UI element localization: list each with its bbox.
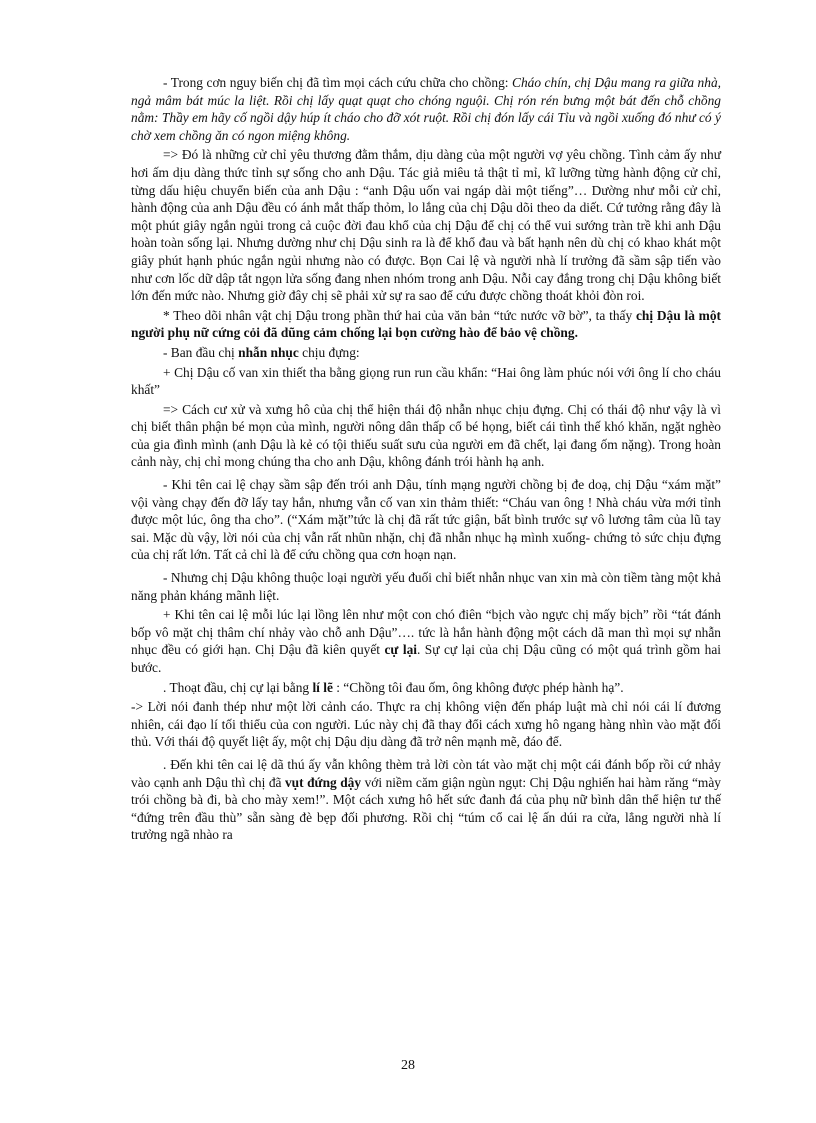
emphasis-text: nhẫn nhục xyxy=(238,344,299,360)
text-run: . Thoạt đầu, chị cự lại bằng xyxy=(163,679,313,695)
text-run: + Khi tên cai lệ mỗi lúc lại lồng lên như một con chó điên “bịch vào ngực chị mấy bịch” rồi “tát đánh bốp vô mặt chị thâm chí nhảy vào chỗ anh Dậu”…. tức là hắn hành động một cách dã man thì mọi sự nhẫn nhục đều có giới hạn. Chị Dậu đã kiên quyết xyxy=(131,607,721,658)
text-run: chịu đựng: xyxy=(298,344,360,360)
paragraph-resistance: - Nhưng chị Dậu không thuộc loại người yếu đuối chỉ biết nhẫn nhục van xin mà còn tiềm tàng một khả năng phản kháng mãnh liệt. xyxy=(131,570,721,603)
paragraph-endurance xyxy=(131,344,721,362)
paragraph-part-two-thesis: chị Dậu là một người phụ nữ cứng cỏi đã dũng cảm chống lại bọn cường hào để bảo vệ chồng. xyxy=(131,307,721,341)
paragraph-reasoning xyxy=(131,679,721,697)
emphasis-text: vụt đứng dậy xyxy=(284,774,362,790)
text-run: : “Chồng tôi đau ốm, ông không được phép hành hạ”. xyxy=(332,679,624,695)
paragraph-part-two-intro: * Theo dõi nhân vật chị Dậu trong phần thứ hai của văn bản “tức nước vỡ bờ”, ta thấy xyxy=(163,307,636,323)
paragraph-rescue-intro: - Trong cơn nguy biến chị đã tìm mọi cách cứu chữa cho chồng: xyxy=(163,75,513,90)
paragraph-warning: -> Lời nói đanh thép như một lời cảnh cáo. Thực ra chị không viện đến pháp luật mà chỉ nói cái lí đương nhiên, cái đạo lí tối thiểu của con người. Lúc này chị đã thay đổi cách xưng hô ngang hàng nhìn vào mặt đối thủ. Với thái độ quyết liệt ấy, một chị Dậu dịu dàng đã trở nên mạnh mẽ, đáo để. xyxy=(131,699,721,750)
body-text xyxy=(131,74,721,846)
text-run: . Đến khi tên cai lệ dã thú ấy vẫn không thèm trả lời còn tát vào mặt chị một cái đánh bốp rồi cứ nhảy vào cạnh anh Dậu thì chị đã xyxy=(131,756,721,790)
paragraph-fight-back xyxy=(131,606,721,676)
page-number: 28 xyxy=(401,1058,415,1073)
text-run: - Ban đầu chị xyxy=(163,344,239,360)
paragraph-behavior: => Cách cư xử và xưng hô của chị thể hiện thái độ nhẫn nhục chịu đựng. Chị có thái độ như vậy là vì chị biết thân phận bé mọn của mình, người nông dân thấp cổ bé họng, biết cái tình thế khó khăn, ngặt nghèo của gia đình mình (anh Dậu là kẻ có tội thiếu suất sưu của người em đã chết, lại đang ốm nặng). Trong hoàn cảnh này, chị chỉ mong chúng tha cho anh Dậu, không đánh trói hành hạ anh. xyxy=(131,401,721,470)
paragraph-cai-le-arrives: - Khi tên cai lệ chạy sầm sập đến trói anh Dậu, tính mạng người chồng bị đe doạ, chị Dậu “xám mặt” vội vàng chạy đến đỡ lấy tay hắn, nhưng vẫn cố van xin thảm thiết: “Cháu van ông ! Nhà cháu vừa mới tỉnh được một lúc, ông tha cho”. (“Xám mặt”tức là chị đã rất tức giận, bất bình trước sự vô lương tâm của lũ tay sai. Mặc dù vậy, lời nói của chị vẫn rất nhũn nhặn, chị đã nhẫn nhục hạ mình xuống- chứng tỏ sức chịu đựng của chị rất lớn. Tất cả chỉ là để cứu chồng qua cơn hoạn nạn. xyxy=(131,477,721,563)
paragraph-stand-up xyxy=(131,756,721,844)
emphasis-text: lí lẽ xyxy=(312,679,333,695)
paragraph-rescue-quote: Cháo chín, chị Dậu mang ra giữa nhà, ngả mâm bát múc la liệt. Rồi chị lấy quạt quạt cho chóng nguội. Chị rón rén bưng một bát đến chỗ chồng nằm: Thầy em hãy cố ngồi dậy húp ít cháo cho đỡ xót ruột. Rồi chị đón lấy cái Tỉu và ngồi xuống đó như có ý chờ xem chồng ăn có ngon miệng không. xyxy=(131,75,721,143)
paragraph-plea: + Chị Dậu cố van xin thiết tha bằng giọng run run cầu khẩn: “Hai ông làm phúc nói với ông lí cho cháu khất” xyxy=(131,364,721,398)
text-run: với niềm căm giận ngùn ngụt: Chị Dậu nghiến hai hàm răng “mày trói chồng bà đi, bà cho mày xem!”. Một cách xưng hô hết sức đanh đá của phụ nữ bình dân thể hiện tư thế “đứng trên đầu thù” sẵn sàng đè bẹp đối phương. Rồi chị “túm cổ cai lệ ấn dúi ra cửa, lẳng người nhà lí trưởng ngã nhào ra xyxy=(131,774,721,843)
paragraph-tenderness: => Đó là những cử chỉ yêu thương đằm thắm, dịu dàng của một người vợ yêu chồng. Tình cảm ấy như hơi ấm dịu dàng thức tỉnh sự sống cho anh Dậu. Tác giả miêu tả thật tỉ mỉ, kĩ lưỡng từng hành động cử chỉ, từng dấu hiệu chuyển biến của anh Dậu : “anh Dậu uốn vai ngáp dài một tiếng”… Dường như mỗi cử chỉ, hành động của anh Dậu đều có ánh mắt thấp thỏm, lo lắng của chị Dậu dõi theo da diết. Cứ tưởng rằng đây là một phút giây ngắn ngủi trong cả cuộc đời đau khổ của chị Dậu để chị có thể vui sướng tràn trề khi anh Dậu hoàn toàn sống lại. Nhưng dường như chị Dậu sinh ra là để khổ đau và bất hạnh nên dù chị có khao khát một giây phút hạnh phúc ngắn ngủi nhưng nào có được. Bọn Cai lệ và người nhà lí trưởng đã sầm sập tiến vào như cơn lốc dữ dập tắt ngọn lửa sống đang nhen nhóm trong anh Dậu. Nỗi cay đắng trong chị Dậu không biết lớn đến mức nào. Nhưng giờ đây chị sẽ phải xử sự ra sao để cứu được chồng thoát khỏi đòn roi. xyxy=(131,147,721,304)
paragraph-rescue xyxy=(131,74,721,144)
text-run: . Sự cự lại của chị Dậu cũng có một quá trình gồm hai bước. xyxy=(131,642,721,675)
emphasis-text: cự lại xyxy=(384,642,418,658)
paragraph-part-two xyxy=(131,307,721,342)
